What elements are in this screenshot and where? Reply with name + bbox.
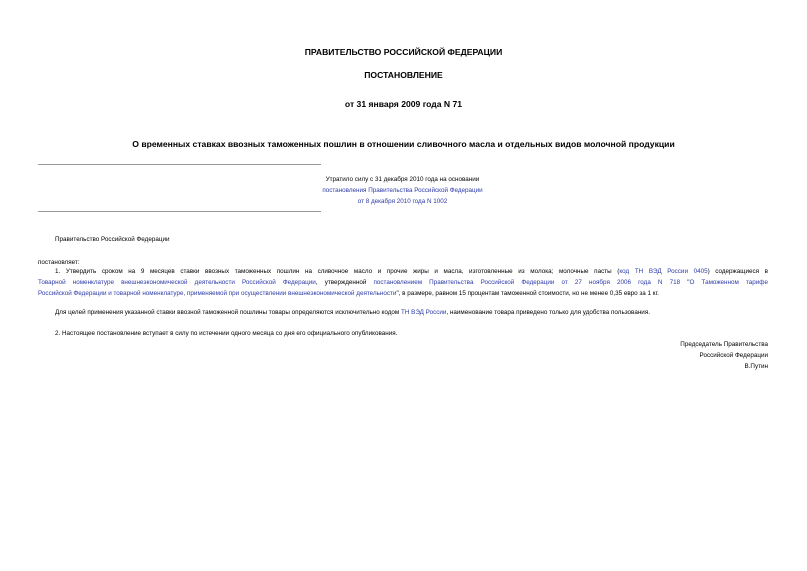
signatory-name: В.Путин [744, 363, 768, 370]
decides-label: постановляет: [38, 259, 80, 266]
clarification-text-b: , наименование товара приведено только для удобства пользования. [446, 309, 650, 316]
item-1-line-3 [38, 288, 768, 299]
repeal-link-date[interactable]: от 8 декабря 2010 года N 1002 [357, 198, 448, 205]
item-1-line-2 [38, 277, 768, 288]
preamble: Правительство Российской Федерации [55, 236, 170, 243]
item-1 [38, 266, 768, 299]
item-1-text-b: ) содержащиеся в [707, 268, 768, 275]
item-1-text-d: " [680, 279, 690, 286]
link-customs-tariff[interactable]: О Таможенном тарифе [689, 279, 768, 286]
link-tn-ved[interactable]: ТН ВЭД России [400, 309, 447, 316]
item-1-text-e: ", в размере, равном 15 процентам таможенной стоимости, но не менее 0,35 евро за 1 кг. [396, 290, 659, 297]
divider-top [38, 164, 321, 165]
link-resolution-718[interactable]: постановлением Правительства Российской Федерации от 27 ноября 2006 года N 718 [373, 279, 681, 286]
document-title: О временных ставках ввозных таможенных пошлин в отношении сливочного масла и отдельных видов молочной продукции [132, 139, 675, 149]
item-1-text-a: 1. Утвердить сроком на 9 месяцев ставки ввозных таможенных пошлин на сливочное масло и прочие жиры и масла, изготовленные из молока; молочные пасты ( [55, 268, 620, 275]
signatory-position-2: Российской Федерации [699, 352, 768, 359]
link-tn-ved-nomenclature[interactable]: Товарной номенклатуре внешнеэкономической деятельности Российской Федерации [38, 279, 316, 286]
document-type-heading: ПОСТАНОВЛЕНИЕ [364, 70, 443, 80]
clarification-text-a: Для целей применения указанной ставки ввозной таможенной пошлины товары определяются исключительно кодом [55, 309, 401, 316]
repeal-note-text: Утратило силу с 31 декабря 2010 года на основании [325, 176, 480, 183]
item-1-line-1 [38, 266, 768, 277]
repeal-note [280, 174, 525, 207]
document-date-number: от 31 января 2009 года N 71 [344, 99, 463, 109]
signatory-position-1: Председатель Правительства [680, 341, 768, 348]
repeal-link-resolution[interactable]: постановления Правительства Российской Федерации [322, 187, 483, 194]
clarification-paragraph [55, 307, 650, 318]
divider-bottom [38, 211, 321, 212]
signature-block [568, 339, 768, 372]
government-heading: ПРАВИТЕЛЬСТВО РОССИЙСКОЙ ФЕДЕРАЦИИ [304, 47, 503, 57]
link-tn-ved-0405[interactable]: код ТН ВЭД России 0405 [619, 268, 708, 275]
item-2: 2. Настоящее постановление вступает в силу по истечении одного месяца со дня его официального опубликования. [55, 330, 398, 337]
link-customs-tariff-cont[interactable]: Российской Федерации и товарной номенклатуре, применяемой при осуществлении внешнеэкономической деятельности [38, 290, 397, 297]
item-1-text-c: , утвержденной [315, 279, 374, 286]
